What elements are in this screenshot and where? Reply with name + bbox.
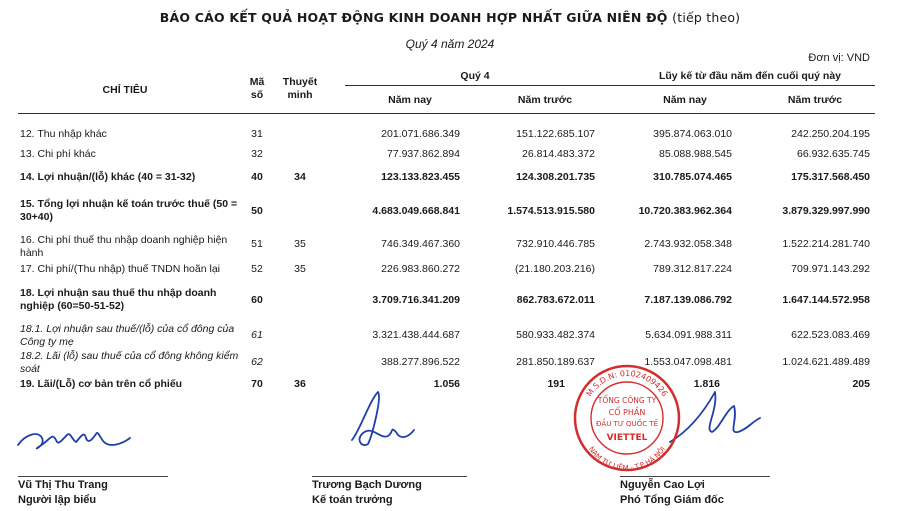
row-y-now: 10.720.383.962.364	[638, 205, 732, 217]
row-label: 19. Lãi/(Lỗ) cơ bản trên cổ phiếu	[20, 378, 183, 390]
row-q-now: 226.983.860.272	[381, 263, 460, 275]
row-y-prev: 1.522.214.281.740	[782, 238, 870, 250]
row-q-prev: 281.850.189.637	[516, 356, 595, 368]
signer-role-preparer: Người lập biểu	[18, 494, 97, 506]
row-y-now: 395.874.063.010	[653, 128, 732, 140]
row-label: 18.1. Lợi nhuận sau thuế/(lỗ) của cổ đông của Công ty mẹ	[20, 323, 235, 348]
report-title-suffix: (tiếp theo)	[672, 10, 741, 25]
row-q-prev: 124.308.201.735	[516, 171, 595, 183]
row-code: 60	[251, 294, 263, 306]
row-y-prev: 709.971.143.292	[791, 263, 870, 275]
row-note: 35	[294, 238, 306, 250]
header-quy4-nam-truoc: Năm trước	[517, 94, 573, 106]
row-q-prev: 1.574.513.915.580	[507, 205, 595, 217]
row-y-now: 1.816	[693, 378, 720, 390]
signature-line-director	[620, 476, 770, 477]
row-q-now: 201.071.686.349	[381, 128, 460, 140]
row-y-prev: 175.317.568.450	[791, 171, 870, 183]
row-q-prev: 732.910.446.785	[516, 238, 595, 250]
row-label: 17. Chi phí/(Thu nhập) thuế TNDN hoãn lại	[20, 263, 221, 275]
stamp-outer-text: M.S.D.N: 0102409426	[584, 368, 670, 399]
signer-role-director: Phó Tổng Giám đốc	[620, 494, 724, 506]
row-code: 51	[251, 238, 263, 250]
row-label: 14. Lợi nhuận/(lỗ) khác (40 = 31-32)	[20, 171, 196, 183]
row-code: 70	[251, 378, 263, 390]
row-label: 16. Chi phí thuế thu nhập doanh nghiệp hiện hành	[20, 234, 228, 259]
row-label: 12. Thu nhập khác	[20, 128, 107, 140]
row-q-prev: 151.122.685.107	[516, 128, 595, 140]
row-y-now: 5.634.091.988.311	[645, 329, 732, 341]
stamp-inner-line: ĐẦU TƯ QUỐC TẾ	[595, 420, 659, 428]
row-q-now: 746.349.467.360	[381, 238, 460, 250]
row-q-now: 1.056	[433, 378, 460, 390]
row-y-now: 789.312.817.224	[653, 263, 732, 275]
row-code: 40	[251, 171, 263, 183]
row-y-now: 85.088.988.545	[659, 148, 732, 160]
row-note: 35	[294, 263, 306, 275]
row-code: 62	[251, 356, 263, 368]
row-q-now: 3.709.716.341.209	[372, 294, 460, 306]
row-y-prev: 242.250.204.195	[791, 128, 870, 140]
row-q-prev: 26.814.483.372	[522, 148, 595, 160]
row-y-prev: 66.932.635.745	[797, 148, 870, 160]
row-q-prev: 580.933.482.374	[516, 329, 595, 341]
signature-line-preparer	[18, 476, 168, 477]
row-code: 61	[251, 329, 263, 341]
currency-unit: Đơn vị: VND	[808, 52, 870, 64]
row-y-prev: 205	[852, 378, 870, 390]
row-q-now: 123.133.823.455	[381, 171, 460, 183]
row-q-now: 3.321.438.444.687	[372, 329, 460, 341]
signer-name-accountant: Trương Bạch Dương	[312, 479, 422, 491]
signer-role-accountant: Kế toán trưởng	[312, 494, 393, 506]
header-luy-ke: Lũy kế từ đầu năm đến cuối quý này	[658, 70, 842, 82]
header-quy4-nam-nay: Năm nay	[388, 94, 432, 106]
row-y-now: 310.785.074.465	[653, 171, 732, 183]
header-ma-so: Mã số	[249, 76, 265, 101]
report-period: Quý 4 năm 2024	[405, 37, 495, 51]
row-y-prev: 1.647.144.572.958	[782, 294, 870, 306]
row-y-prev: 622.523.083.469	[791, 329, 870, 341]
row-y-prev: 3.879.329.997.990	[782, 205, 870, 217]
signer-name-preparer: Vũ Thị Thu Trang	[18, 479, 108, 491]
row-note: 34	[294, 171, 306, 183]
row-label: 15. Tổng lợi nhuận kế toán trước thuế (50 = 30+40)	[20, 198, 238, 223]
row-label: 18.2. Lãi (lỗ) sau thuế của cổ đông không kiểm soát	[20, 350, 239, 375]
stamp-inner-line: CỔ PHẦN	[608, 408, 646, 417]
stamp-bottom-text: NAM TỪ LIÊM - T.P HÀ NỘI	[586, 445, 668, 473]
signature-director-mark	[670, 392, 760, 442]
header-thuyet-minh: Thuyết minh	[282, 76, 318, 101]
row-q-now: 4.683.049.668.841	[372, 205, 460, 217]
stamp-inner-line: TỔNG CÔNG TY	[597, 396, 657, 405]
row-note: 36	[294, 378, 306, 390]
row-y-now: 1.553.047.098.481	[644, 356, 732, 368]
row-q-prev: 862.783.672.011	[516, 294, 595, 306]
row-q-now: 77.937.862.894	[387, 148, 460, 160]
signature-accountant-mark	[352, 392, 414, 445]
header-luyke-nam-nay: Năm nay	[663, 94, 707, 106]
row-y-prev: 1.024.621.489.489	[782, 356, 870, 368]
row-code: 31	[251, 128, 263, 140]
row-q-prev: (21.180.203.216)	[515, 263, 595, 275]
row-y-now: 2.743.932.058.348	[644, 238, 732, 250]
row-label: 13. Chi phí khác	[20, 148, 96, 160]
signature-preparer-mark	[18, 433, 130, 449]
stamp-inner-line: VIETTEL	[606, 433, 648, 443]
signer-name-director: Nguyễn Cao Lợi	[620, 479, 705, 491]
signature-line-accountant	[312, 476, 467, 477]
row-q-now: 388.277.896.522	[381, 356, 460, 368]
report-title-main: BÁO CÁO KẾT QUẢ HOẠT ĐỘNG KINH DOANH HỢP NHẤT GIỮA NIÊN ĐỘ	[159, 10, 668, 25]
row-y-now: 7.187.139.086.792	[644, 294, 732, 306]
header-chi-tieu: CHỈ TIÊU	[102, 84, 148, 96]
header-quy4: Quý 4	[460, 70, 490, 82]
row-code: 32	[251, 148, 263, 160]
header-luyke-nam-truoc: Năm trước	[787, 94, 843, 106]
row-code: 52	[251, 263, 263, 275]
row-q-prev: 191	[547, 378, 565, 390]
row-code: 50	[251, 205, 263, 217]
company-stamp	[575, 366, 679, 472]
row-label: 18. Lợi nhuận sau thuế thu nhập doanh nghiệp (60=50-51-52)	[20, 287, 217, 312]
